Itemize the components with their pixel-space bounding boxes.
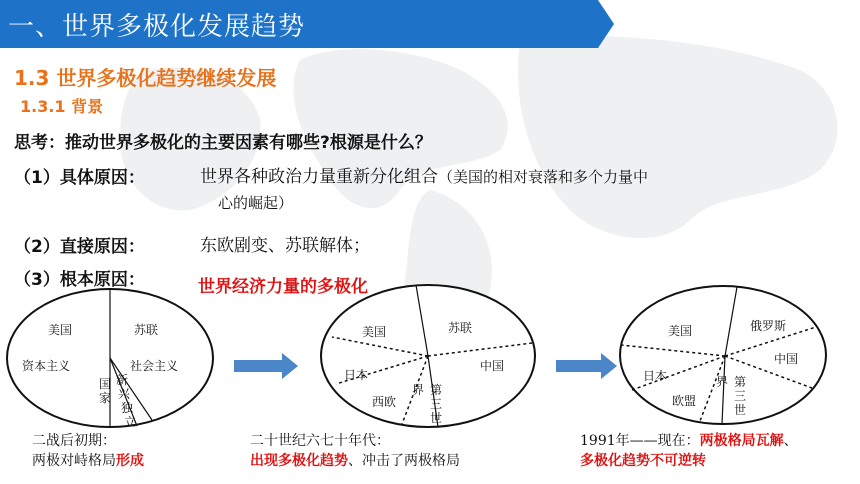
- label-weurope: 西欧: [372, 395, 397, 409]
- diagram-bipolar: [7, 289, 213, 429]
- label-xinxing-3: 独: [121, 401, 134, 415]
- label-us-3: 美国: [668, 324, 693, 338]
- caption-present-suffix: 、: [783, 433, 798, 449]
- cause-2-text: 东欧剧变、苏联解体；: [200, 236, 370, 256]
- question-text: 思考：推动世界多极化的主要因素有哪些?根源是什么？: [14, 133, 432, 153]
- caption-sixties-line1: 二十世纪六七十年代：: [250, 433, 390, 449]
- label-japan-2: 日本: [344, 368, 369, 382]
- label-xinxing-4: 立: [124, 415, 137, 429]
- cause-1-note: （美国的相对衰落和多个力量中: [438, 168, 649, 186]
- arrow-1: [234, 353, 298, 379]
- caption-sixties-text: 、冲击了两极格局: [348, 453, 460, 469]
- label-ussr-2: 苏联: [448, 321, 473, 335]
- caption-present: [580, 431, 798, 471]
- caption-postwar-line1: 二战后初期：: [32, 433, 116, 449]
- label-china-2: 中国: [480, 359, 505, 373]
- label-xinxing-2: 兴: [118, 387, 131, 401]
- section-subtitle: 1.3.1 背景: [20, 97, 104, 116]
- caption-present-red2: 多极化趋势不可逆转: [580, 453, 706, 469]
- cause-1-main: 世界各种政治力量重新分化组合: [200, 167, 438, 187]
- label-ussr-1: 苏联: [134, 323, 159, 337]
- label-disan-2a: 第: [430, 383, 443, 397]
- caption-postwar-line2: [32, 451, 144, 471]
- caption-postwar-text: 两极对峙格局: [32, 453, 116, 469]
- cause-2-label: （2）直接原因：: [14, 237, 145, 257]
- label-disan-2c: 世: [430, 411, 443, 425]
- label-us-1: 美国: [48, 323, 73, 337]
- label-disan-3a: 第: [734, 375, 747, 389]
- caption-postwar-red: 形成: [116, 453, 144, 469]
- caption-sixties-line2: [250, 451, 460, 471]
- label-capitalism: 资本主义: [22, 359, 71, 373]
- header-title: 一、世界多极化发展趋势: [8, 12, 306, 42]
- label-japan-3: 日本: [643, 369, 668, 383]
- cause-1-note-cont: 心的崛起）: [218, 194, 294, 212]
- label-eu: 欧盟: [672, 394, 697, 408]
- caption-present-prefix: 1991年——现在：: [580, 433, 700, 449]
- caption-present-line2: [580, 451, 798, 471]
- label-jie-3: 界: [716, 375, 729, 389]
- cause-3-label: （3）根本原因：: [14, 270, 145, 290]
- caption-postwar: [32, 431, 144, 471]
- cause-1-label: （1）具体原因：: [14, 168, 145, 188]
- label-socialism: 社会主义: [130, 359, 179, 373]
- cause-3-text: 世界经济力量的多极化: [198, 277, 368, 297]
- diagram-multipolar-trend: [321, 285, 535, 427]
- label-guojia-1: 国: [99, 377, 112, 391]
- label-disan-3c: 世: [734, 403, 747, 417]
- label-disan-3b: 三: [734, 389, 747, 403]
- label-disan-2b: 三: [430, 397, 443, 411]
- label-china-3: 中国: [774, 352, 799, 366]
- label-guojia-2: 家: [99, 391, 112, 405]
- label-us-2: 美国: [362, 325, 387, 339]
- section-title: 1.3 世界多极化趋势继续发展: [14, 66, 277, 90]
- caption-sixties: [250, 431, 460, 471]
- arrow-2: [556, 353, 617, 379]
- caption-present-red1: 两极格局瓦解: [699, 433, 784, 449]
- label-russia: 俄罗斯: [750, 319, 787, 333]
- label-jie-2: 界: [412, 383, 425, 397]
- label-xinxing-1: 新: [116, 373, 129, 387]
- caption-present-line1: [580, 431, 798, 451]
- diagram-multipolar-current: [620, 286, 826, 424]
- caption-sixties-red: 出现多极化趋势: [250, 453, 348, 469]
